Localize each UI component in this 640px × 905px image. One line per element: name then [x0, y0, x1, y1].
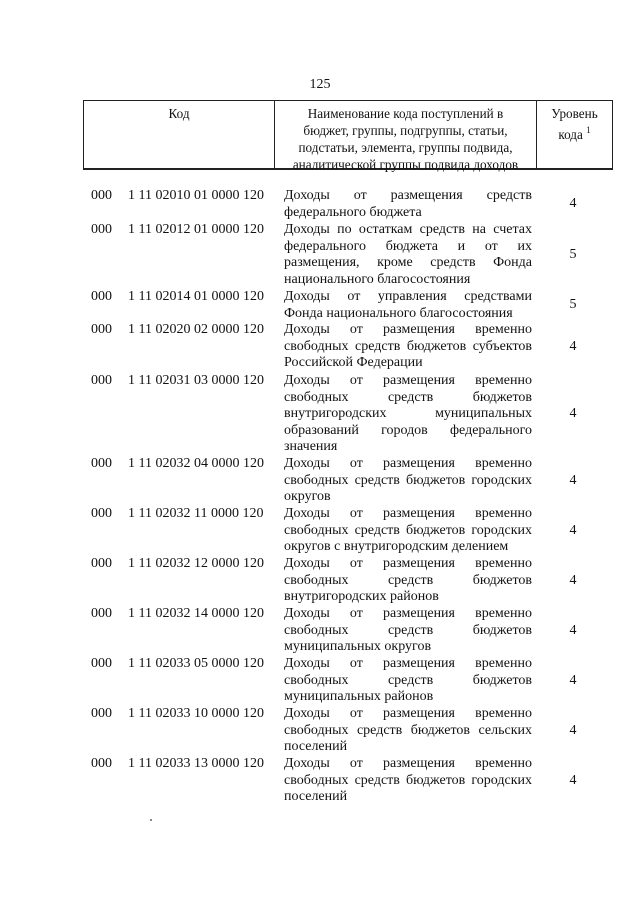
row-name-line: поселений [284, 739, 348, 755]
row-prefix: 000 [91, 322, 112, 337]
row-level: 4 [569, 572, 577, 588]
row-code: 1 11 02033 05 0000 120 [128, 656, 264, 671]
row-name-line: Российской Федерации [284, 355, 423, 371]
row-code: 1 11 02033 10 0000 120 [128, 706, 264, 721]
row-name-line: Фонда национального благосостояния [284, 305, 513, 321]
row-name [284, 506, 532, 556]
row-name-line: округов с внутригородским делением [284, 539, 509, 555]
row-level: 4 [569, 622, 577, 638]
header-level-line [537, 122, 612, 143]
row-name [284, 706, 532, 756]
row-name-line: федерального бюджета и от их [284, 238, 532, 254]
row-name [284, 756, 532, 806]
row-name [284, 656, 532, 706]
row-level: 5 [569, 246, 577, 262]
row-name-line: свободных средств бюджетов городских [284, 472, 532, 488]
header-name-line: подстатьи, элемента, группы подвида, [298, 140, 513, 155]
row-name-line: Доходы от управления средствами [284, 289, 532, 304]
row-name-line: федерального бюджета [284, 204, 422, 220]
row-level: 4 [569, 522, 577, 538]
row-name-line: свободных средств бюджетов субъектов [284, 338, 532, 354]
header-name-line: бюджет, группы, подгруппы, статьи, [303, 123, 508, 138]
row-name [284, 606, 532, 656]
header-name-line: аналитической группы подвида доходов [292, 157, 519, 172]
header-name-line: Наименование кода поступлений в [307, 106, 504, 121]
row-code: 1 11 02033 13 0000 120 [128, 756, 264, 771]
row-name-line: значения [284, 439, 338, 455]
row-prefix: 000 [91, 556, 112, 571]
row-name [284, 289, 532, 322]
row-level: 4 [569, 722, 577, 738]
row-code: 1 11 02010 01 0000 120 [128, 188, 264, 203]
row-name-line: Доходы от размещения временно [284, 706, 532, 721]
row-code: 1 11 02031 03 0000 120 [128, 373, 264, 388]
row-prefix: 000 [91, 456, 112, 471]
header-level [537, 101, 612, 168]
row-code: 1 11 02032 04 0000 120 [128, 456, 264, 471]
row-name [284, 456, 532, 506]
row-level: 4 [569, 672, 577, 688]
row-name [284, 556, 532, 606]
row-name [284, 373, 532, 456]
row-name-line: Доходы от размещения временно [284, 373, 532, 388]
table-header [83, 100, 613, 170]
row-prefix: 000 [91, 706, 112, 721]
row-name-line: Доходы от размещения временно [284, 506, 532, 521]
row-code: 1 11 02014 01 0000 120 [128, 289, 264, 304]
row-prefix: 000 [91, 656, 112, 671]
row-code: 1 11 02032 12 0000 120 [128, 556, 264, 571]
row-level: 4 [569, 338, 577, 354]
header-code: Код [84, 101, 275, 168]
row-code: 1 11 02012 01 0000 120 [128, 222, 264, 237]
row-level: 4 [569, 772, 577, 788]
page-number: 125 [309, 77, 331, 92]
header-level-word: кода [558, 127, 583, 142]
row-name-line: Доходы от размещения временно [284, 456, 532, 471]
row-prefix: 000 [91, 222, 112, 237]
row-prefix: 000 [91, 188, 112, 203]
scan-speck [150, 819, 152, 821]
row-code: 1 11 02020 02 0000 120 [128, 322, 264, 337]
row-name-line: свободных средств бюджетов [284, 672, 532, 688]
row-prefix: 000 [91, 756, 112, 771]
row-name-line: свободных средств бюджетов [284, 389, 532, 405]
row-name-line: Доходы от размещения временно [284, 556, 532, 571]
row-level: 4 [569, 196, 577, 212]
row-prefix: 000 [91, 289, 112, 304]
header-level-line: Уровень [551, 106, 598, 121]
row-name-line: свободных средств бюджетов городских [284, 772, 532, 788]
row-code: 1 11 02032 11 0000 120 [128, 506, 264, 521]
row-name-line: Доходы по остаткам средств на счетах [284, 222, 532, 237]
row-name [284, 222, 532, 288]
row-name-line: внутригородских муниципальных [284, 406, 532, 422]
row-name-line: национального благосостояния [284, 271, 471, 287]
row-name-line: свободных средств бюджетов сельских [284, 722, 532, 738]
row-level: 5 [569, 297, 577, 313]
row-name-line: свободных средств бюджетов [284, 622, 532, 638]
row-name [284, 322, 532, 372]
row-prefix: 000 [91, 373, 112, 388]
row-prefix: 000 [91, 506, 112, 521]
row-name-line: внутригородских районов [284, 589, 439, 605]
row-name-line: Доходы от размещения временно [284, 656, 532, 671]
row-name-line: Доходы от размещения средств [284, 188, 532, 203]
row-level: 4 [569, 406, 577, 422]
row-code: 1 11 02032 14 0000 120 [128, 606, 264, 621]
row-name-line: муниципальных округов [284, 639, 432, 655]
row-prefix: 000 [91, 606, 112, 621]
row-name-line: Доходы от размещения временно [284, 322, 532, 337]
row-name-line: Доходы от размещения временно [284, 606, 532, 621]
row-name-line: размещения, кроме средств Фонда [284, 255, 532, 271]
row-level: 4 [569, 472, 577, 488]
row-name-line: поселений [284, 789, 348, 805]
row-name-line: свободных средств бюджетов городских [284, 522, 532, 538]
row-name-line: муниципальных районов [284, 689, 434, 705]
row-name [284, 188, 532, 221]
footnote-mark: 1 [586, 125, 591, 135]
row-name-line: Доходы от размещения временно [284, 756, 532, 771]
row-name-line: свободных средств бюджетов [284, 572, 532, 588]
row-name-line: округов [284, 489, 331, 505]
header-name [275, 101, 537, 172]
row-name-line: образований городов федерального [284, 422, 532, 438]
